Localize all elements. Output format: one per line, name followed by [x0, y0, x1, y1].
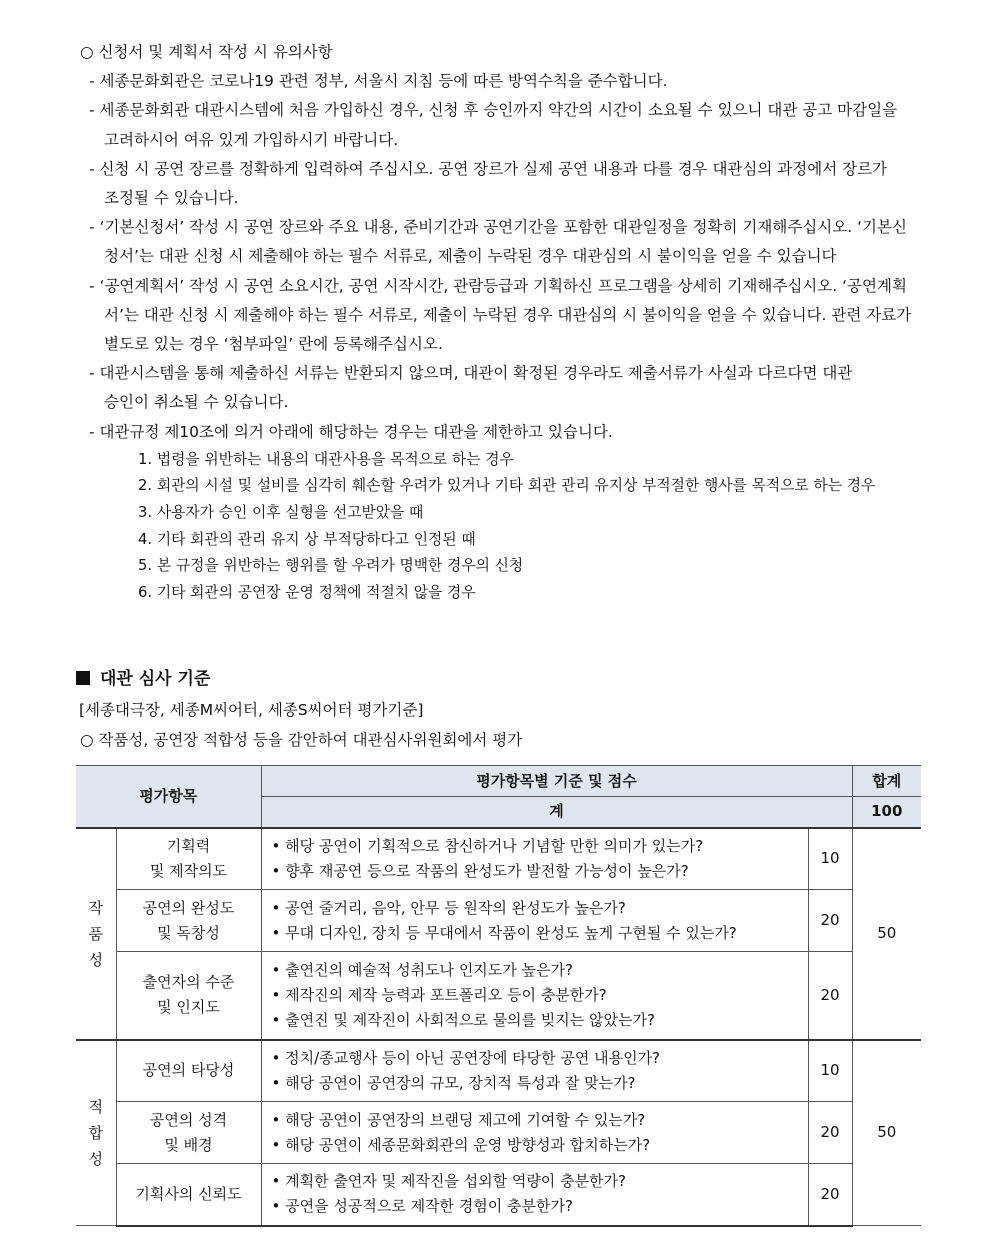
table-row: [76, 890, 921, 952]
group-total: 50: [852, 1040, 921, 1226]
item-name: 공연의 성격 및 배경: [116, 1102, 261, 1164]
group-total: 50: [852, 828, 921, 1040]
item-criteria: • 해당 공연이 기획적으로 참신하거나 기념할 만한 의미가 있는가? • 향후 재공연 등으로 작품의 완성도가 발전할 가능성이 높은가?: [261, 828, 808, 890]
restriction-item: 1. 법령을 위반하는 내용의 대관사용을 목적으로 하는 경우: [138, 450, 514, 468]
header-item: 평가항목: [76, 766, 261, 828]
item-name: 출연자의 수준 및 인지도: [116, 952, 261, 1040]
item-score: 20: [808, 1102, 852, 1164]
section-title: [76, 666, 210, 692]
notice-item: - 신청 시 공연 장르를 정확하게 입력하여 주십시오. 공연 장르가 실제 공연 내용과 다를 경우 대관심의 과정에서 장르가 조정될 수 있습니다.: [89, 159, 888, 208]
item-criteria: • 정치/종교행사 등이 아닌 공연장에 타당한 공연 내용인가? • 해당 공연이 공연장의 규모, 장치적 특성과 잘 맞는가?: [261, 1040, 808, 1102]
item-name: 공연의 타당성: [116, 1040, 261, 1102]
notice-section: [0, 38, 992, 606]
item-score: 20: [808, 890, 852, 952]
table-row: [76, 1040, 921, 1102]
item-score: 10: [808, 828, 852, 890]
group-label: 적 합 성: [76, 1040, 116, 1226]
notice-item: - ‘기본신청서’ 작성 시 공연 장르와 주요 내용, 준비기간과 공연기간을 포함한 대관일정을 정확히 기재해주십시오. ‘기본신청서’는 대관 신청 시 제출해야 하는 필수 서류로, 제출이 누락된 경우 대관심의 시 불이익을 얻을 수 있습니다: [89, 218, 907, 266]
header-sum-label: 계: [261, 797, 852, 828]
restriction-item: 6. 기타 회관의 공연장 운영 정책에 적절치 않을 경우: [138, 583, 476, 601]
evaluation-table: [76, 765, 921, 1227]
item-score: 20: [808, 952, 852, 1040]
item-criteria: • 출연진의 예술적 성취도나 인지도가 높은가? • 제작진의 제작 능력과 포트폴리오 등이 충분한가? • 출연진 및 제작진이 사회적으로 물의를 빚지는 않았는가?: [261, 952, 808, 1040]
item-criteria: • 공연 줄거리, 음악, 안무 등 원작의 완성도가 높은가? • 무대 디자인, 장치 등 무대에서 작품이 완성도 높게 구현될 수 있는가?: [261, 890, 808, 952]
restriction-item: 5. 본 규정을 위반하는 행위를 할 우려가 명백한 경우의 신청: [138, 557, 524, 575]
notice-item: - 세종문화회관 대관시스템에 처음 가입하신 경우, 신청 후 승인까지 약간의 시간이 소요될 수 있으니 대관 공고 마감일을 고려하시어 여유 있게 가입하시기 바랍니다.: [89, 101, 898, 149]
header-sum-value: 100: [852, 797, 921, 828]
table-row: [76, 828, 921, 890]
header-criteria: 평가항목별 기준 및 점수: [261, 766, 852, 797]
item-name: 공연의 완성도 및 독창성: [116, 890, 261, 952]
item-name: 기획력 및 제작의도: [116, 828, 261, 890]
restriction-item: 2. 회관의 시설 및 설비를 심각히 훼손할 우려가 있거나 기타 회관 관리 유지상 부적절한 행사를 목적으로 하는 경우: [138, 477, 876, 495]
table-row: [76, 1102, 921, 1164]
notice-heading: ○ 신청서 및 계획서 작성 시 유의사항: [80, 43, 333, 61]
restriction-item: 4. 기타 회관의 관리 유지 상 부적당하다고 인정된 때: [138, 530, 476, 548]
item-score: 10: [808, 1040, 852, 1102]
table-row: [76, 1164, 921, 1226]
item-criteria: • 해당 공연이 공연장의 브랜딩 제고에 기여할 수 있는가? • 해당 공연이 세종문화회관의 운영 방향성과 합치하는가?: [261, 1102, 808, 1164]
table-row: [76, 952, 921, 1040]
item-score: 20: [808, 1164, 852, 1226]
restriction-item: 3. 사용자가 승인 이후 실형을 선고받았을 때: [138, 504, 424, 522]
group-label: 작 품 성: [76, 828, 116, 1040]
header-total: 합계: [852, 766, 921, 797]
notice-item: - 대관시스템을 통해 제출하신 서류는 반환되지 않으며, 대관이 확정된 경우라도 제출서류가 사실과 다르다면 대관 승인이 취소될 수 있습니다.: [89, 364, 853, 412]
section-title-text: 대관 심사 기준: [100, 669, 211, 689]
square-bullet-icon: [76, 671, 90, 685]
venue-note: [세종대극장, 세종M씨어터, 세종S씨어터 평가기준]: [79, 701, 424, 719]
item-criteria: • 계획한 출연자 및 제작진을 섭외할 역량이 충분한가? • 공연을 성공적으로 제작한 경험이 충분한가?: [261, 1164, 808, 1226]
notice-item: - 세종문화회관은 코로나19 관련 정부, 서울시 지침 등에 따른 방역수칙을 준수합니다.: [89, 72, 668, 91]
evaluation-note: ○ 작품성, 공연장 적합성 등을 감안하여 대관심사위원회에서 평가: [80, 731, 523, 749]
item-name: 기획사의 신뢰도: [116, 1164, 261, 1226]
notice-item: - 대관규정 제10조에 의거 아래에 해당하는 경우는 대관을 제한하고 있습니다.: [89, 422, 613, 441]
notice-item: - ‘공연계획서’ 작성 시 공연 소요시간, 공연 시작시간, 관람등급과 기획하신 프로그램을 상세히 기재해주십시오. ‘공연계획서’는 대관 신청 시 제출해야 하는 필수 서류로, 제출이 누락된 경우 대관심의 시 불이익을 얻을 수 있습니다. 관련 자료가 별도로 있는 경우 ‘첨부파일’ 란에 등록해주십시오.: [89, 276, 912, 354]
